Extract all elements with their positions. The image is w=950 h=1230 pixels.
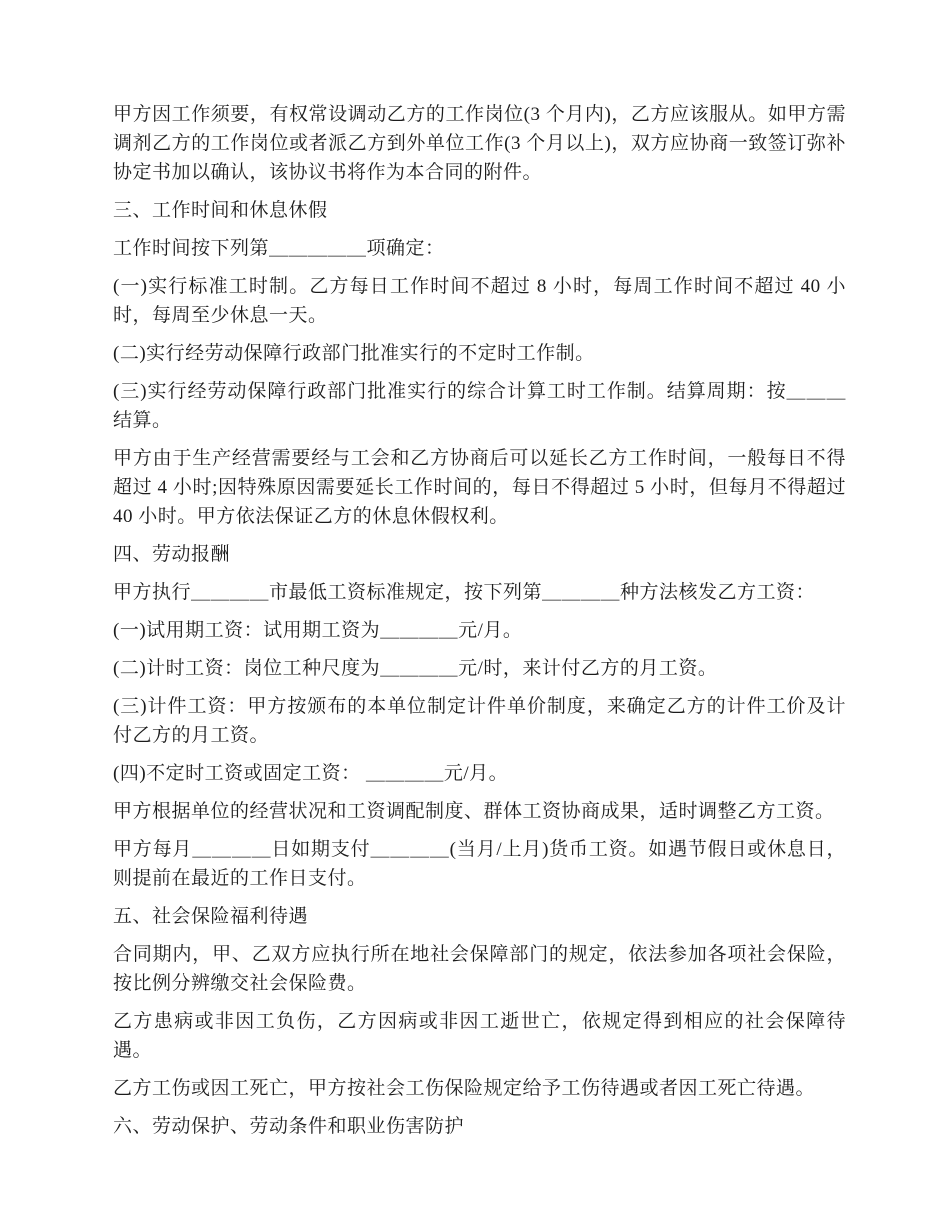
contract-paragraph: 合同期内，甲、乙双方应执行所在地社会保障部门的规定，依法参加各项社会保险，按比例分辨缴交社会保险费。 (113, 944, 846, 994)
contract-text-body (113, 100, 846, 1141)
section-heading: 五、社会保险福利待遇 (113, 906, 309, 927)
contract-paragraph: 甲方根据单位的经营状况和工资调配制度、群体工资协商成果，适时调整乙方工资。 (113, 801, 835, 822)
contract-paragraph: (三)实行经劳动保障行政部门批准实行的综合计算工时工作制。结算周期：按＿＿＿结算。 (113, 381, 846, 431)
contract-paragraph: (一)试用期工资：试用期工资为＿＿＿＿元/月。 (113, 620, 523, 641)
contract-paragraph: (三)计件工资：甲方按颁布的本单位制定计件单价制度，来确定乙方的计件工价及计付乙方的月工资。 (113, 696, 846, 746)
contract-paragraph: 甲方因工作须要，有权常设调动乙方的工作岗位(3 个月内)，乙方应该服从。如甲方需调剂乙方的工作岗位或者派乙方到外单位工作(3 个月以上)，双方应协商一致签订弥补协定书加以确认，该协议书将作为本合同的附件。 (113, 104, 846, 183)
contract-paragraph: (二)实行经劳动保障行政部门批准实行的不定时工作制。 (113, 343, 595, 364)
section-heading: 四、劳动报酬 (113, 544, 231, 565)
section-heading: 六、劳动保护、劳动条件和职业伤害防护 (113, 1116, 465, 1137)
contract-paragraph: 乙方工伤或因工死亡，甲方按社会工伤保险规定给予工伤待遇或者因工死亡待遇。 (113, 1078, 816, 1099)
contract-paragraph: (四)不定时工资或固定工资： ＿＿＿＿元/月。 (113, 763, 509, 784)
contract-paragraph: 甲方每月＿＿＿＿日如期支付＿＿＿＿(当月/上月)货币工资。如遇节假日或休息日，则提前在最近的工作日支付。 (113, 839, 846, 889)
contract-paragraph: (二)计时工资：岗位工种尺度为＿＿＿＿元/时，来计付乙方的月工资。 (113, 658, 718, 679)
contract-paragraph: 乙方患病或非因工负伤，乙方因病或非因工逝世亡，依规定得到相应的社会保障待遇。 (113, 1011, 846, 1061)
contract-paragraph: 工作时间按下列第＿＿＿＿＿项确定： (113, 238, 445, 259)
contract-paragraph: 甲方由于生产经营需要经与工会和乙方协商后可以延长乙方工作时间，一般每日不得超过 4 小时;因特殊原因需要延长工作时间的，每日不得超过 5 小时，但每月不得超过 40 小时。甲方依法保证乙方的休息休假权利。 (113, 448, 846, 527)
contract-paragraph: (一)实行标准工时制。乙方每日工作时间不超过 8 小时，每周工作时间不超过 40 小时，每周至少休息一天。 (113, 276, 846, 326)
section-heading: 三、工作时间和休息休假 (113, 200, 328, 221)
contract-paragraph: 甲方执行＿＿＿＿市最低工资标准规定，按下列第＿＿＿＿种方法核发乙方工资： (113, 582, 816, 603)
